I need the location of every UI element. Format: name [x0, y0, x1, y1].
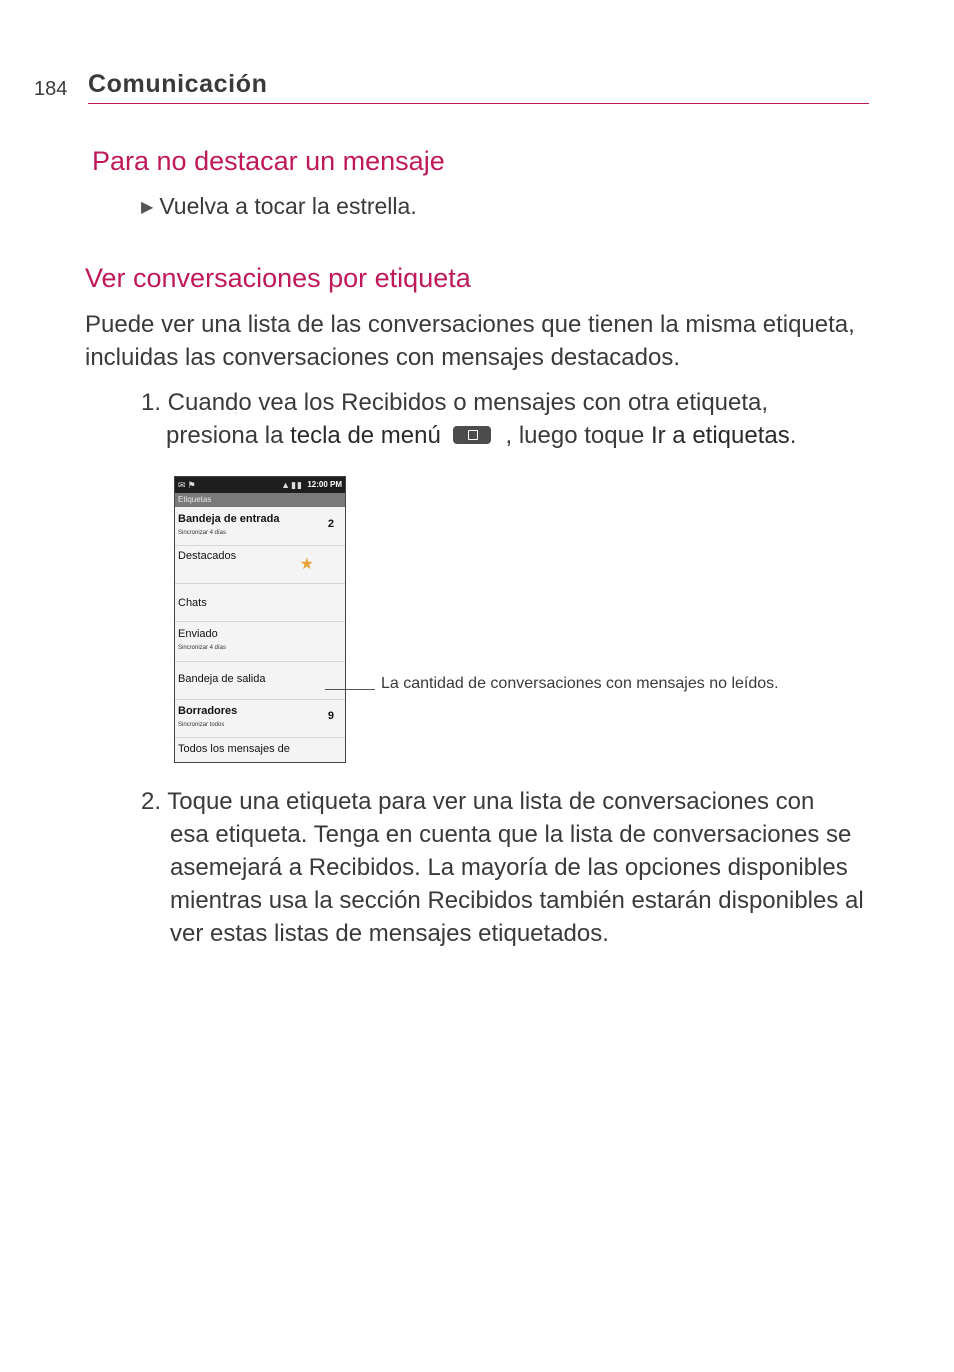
label-name: Enviado	[178, 628, 218, 640]
label-row[interactable]	[175, 583, 345, 622]
label-name: Bandeja de entrada	[178, 513, 280, 525]
label-row[interactable]	[175, 661, 345, 700]
label-name: Destacados	[178, 550, 237, 562]
signal-battery-icons: ▲▮▮	[281, 480, 303, 490]
label-sync: Sincronizar todos	[178, 722, 225, 728]
bullet-item	[141, 190, 417, 226]
header-divider	[88, 103, 869, 104]
step-1-mid: , luego toque	[498, 422, 651, 449]
step-1-end: .	[789, 422, 797, 449]
step-1	[141, 386, 901, 452]
label-name: Chats	[178, 597, 207, 609]
heading-unstar: Para no destacar un mensaje	[92, 146, 445, 176]
go-to-labels-label: Ir a etiquetas	[650, 422, 790, 449]
label-sync: Sincronizar 4 días	[178, 645, 227, 651]
step-2-rest: esa etiqueta. Tenga en cuenta que la lista de conversaciones se asemejará a Recibidos. La mayoría de las opciones disponibles mientras usa la sección Recibidos también estarán disponibles al ver estas listas de mensajes etiquetados.	[170, 821, 864, 947]
step-1-pre: presiona la	[166, 422, 291, 449]
label-name: Borradores	[178, 705, 238, 717]
bullet-text: Vuelva a tocar la estrella.	[159, 193, 417, 219]
screen-title: Etiquetas	[178, 495, 212, 504]
menu-key-label: tecla de menú	[290, 422, 441, 449]
step-1-line-1: 1. Cuando vea los Recibidos o mensajes con otra etiqueta,	[141, 389, 769, 416]
status-time: 12:00 PM	[307, 480, 342, 489]
label-name: Bandeja de salida	[178, 673, 266, 685]
step-1-line-2	[141, 419, 901, 452]
phone-screenshot	[174, 476, 346, 763]
star-icon: ★	[299, 556, 314, 573]
label-row[interactable]	[175, 621, 345, 662]
screen-title-bar	[175, 493, 345, 507]
label-name: Todos los mensajes de	[178, 743, 290, 755]
step-2-first-line: 2. Toque una etiqueta para ver una lista de conversaciones con	[141, 788, 815, 815]
page-number: 184	[34, 78, 68, 100]
step-2	[141, 785, 881, 950]
menu-key-icon	[453, 426, 491, 444]
callout-text: La cantidad de conversaciones con mensajes no leídos.	[381, 675, 779, 692]
triangle-right-icon: ▶	[141, 199, 154, 216]
intro-paragraph: Puede ver una lista de las conversaciones que tienen la misma etiqueta, incluidas las conversaciones con mensajes destacados.	[85, 311, 855, 371]
heading-labels: Ver conversaciones por etiqueta	[85, 263, 471, 293]
status-bar	[175, 477, 345, 493]
unread-count: 9	[327, 710, 334, 722]
label-row[interactable]	[175, 545, 345, 584]
section-title: Comunicación	[88, 70, 268, 98]
unread-count: 2	[327, 518, 334, 530]
label-sync: Sincronizar 4 días	[178, 530, 227, 536]
label-row[interactable]	[175, 737, 345, 762]
label-row[interactable]	[175, 507, 345, 546]
notification-icons: ✉⚑	[178, 480, 198, 490]
callout-line	[325, 689, 375, 690]
label-row[interactable]	[175, 699, 345, 738]
